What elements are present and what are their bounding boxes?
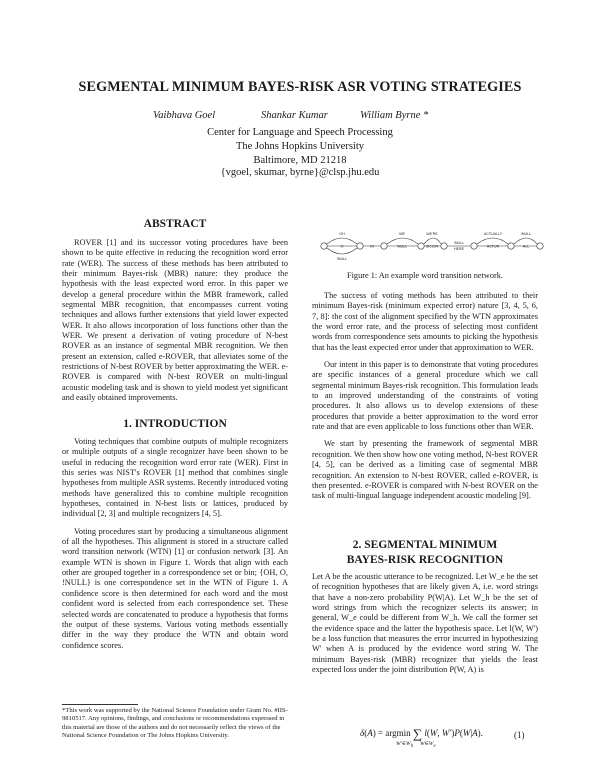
wtn-node bbox=[381, 243, 387, 249]
equation-subscripts: $W'\in W_h$ $W\in W_e$ bbox=[396, 741, 436, 750]
wtn-label: !NULL bbox=[453, 241, 465, 245]
abstract-paragraph: ROVER [1] and its successor voting procedures have been shown to be quite effective in reducing the recognition word error rate (WER). The success of these methods has been attributed to their minimum Bayes-risk (MBR) nature: they produce the hypothesis with the least expected word error. In this paper we develop a general procedure within the MBR framework, called segmental MBR recognition, that encompasses current voting techniques and allows further extensions that yield lower expected WER. It also allows incorporation of loss functions other than the WER. We present a derivation of voting procedure of N-best ROVER as an instance of segmental MBR recognition. We then present an extension, called e-ROVER, that alleviates some of the restrictions of N-best ROVER by better approximating the WER. e-ROVER is compared with N-best ROVER on multi-lingual acoustic modeling task and is shown to yield modest yet significant and easily obtained improvements. bbox=[62, 238, 288, 403]
wtn-label: !NULL bbox=[336, 257, 348, 261]
wtn-label: ALL bbox=[522, 244, 530, 249]
abstract-text bbox=[62, 238, 288, 404]
figure-caption: Figure 1: An example word transition network. bbox=[347, 271, 503, 280]
paper-title: SEGMENTAL MINIMUM BAYES-RISK ASR VOTING STRATEGIES bbox=[78, 79, 522, 95]
wtn-figure bbox=[318, 222, 546, 268]
section-2-paragraph: Let A be the acoustic utterance to be recognized. Let W_e be the set of recognition hypotheses that are likely given A, i.e. word strings that have a non-zero probability P(W|A). Let W_h be the set of word strings from which the recognizer selects its answer; in general, W_e could be different from W_h. We call the former set the evidence space and the latter the hypothesis space. Let l(W, W') be a loss function that measures the error incurred in hypothesizing W' when A is produced by the evidence word string W. The minimum Bayes-risk (MBR) recognizer that yields the least expected loss under the joint distribution P(W, A) is bbox=[312, 572, 538, 675]
wtn-label: HERE bbox=[454, 247, 464, 251]
section-2-heading-line-1: 2. SEGMENTAL MINIMUM bbox=[352, 539, 498, 551]
intro-paragraph-2: Voting procedures start by producing a simultaneous alignment of all the hypotheses. This alignment is stored in a structure called word transition network (WTN) [1] or confusion network [3]. An example WTN is shown in Figure 1. Words that align with each other are grouped together in a correspondence set or bin; {OH, O, !NULL} is one correspondence set in the WTN of Figure 1. A confidence score is then determined for each word and the most confident word is selected from each correspondence set. These selected words are concatenated to produce a hypothesis that forms the output of these systems. Various voting methods essentially differ in the way they produce the WTN and obtain word confidence scores. bbox=[62, 526, 288, 650]
wtn-label: SICCIN bbox=[425, 244, 439, 249]
equation-1: δ(A) = argmin ∑ l(W, W′)P(W|A). bbox=[360, 726, 483, 741]
footnote-rule bbox=[62, 704, 138, 705]
author-goel: Vaibhava Goel bbox=[153, 110, 216, 121]
affiliation-3: Baltimore, MD 21218 bbox=[253, 155, 347, 166]
affiliation-2: The Johns Hopkins University bbox=[235, 141, 365, 152]
wtn-node bbox=[321, 243, 327, 249]
section-2-heading bbox=[312, 538, 538, 568]
wtn-label: WE'RE bbox=[426, 232, 438, 236]
wtn-label: WE bbox=[399, 232, 405, 236]
wtn-node bbox=[537, 243, 543, 249]
wtn-label: ACTUR bbox=[486, 244, 500, 249]
section-1-text bbox=[62, 437, 288, 651]
author-byrne: William Byrne * bbox=[360, 110, 429, 121]
abstract-heading: ABSTRACT bbox=[143, 218, 207, 230]
equation-number: (1) bbox=[514, 730, 525, 740]
right-paragraph-1: The success of voting methods has been attributed to their minimum Bayes-risk (minimum expected error) nature [3, 4, 5, 6, 7, 8]: the cost of the alignment specified by the WTN approximates the word error rate, and the process of selecting most confident words from correspondence sets amounts to picking the hypothesis that has the least expected error under that approximation to WER. bbox=[312, 291, 538, 352]
intro-paragraph-1: Voting techniques that combine outputs of multiple recognizers or multiple outputs of a single recognizer have been shown to be useful in reducing the recognition word error rate (WER). First in this series was NIST's ROVER [1] method that combines single hypotheses from multiple ASR systems. Recently introduced voting methods have generalized this to combine multiple recognition hypotheses, contained in N-best lists or lattices, produced by individual [2, 3] and multiple recognizers [4, 5]. bbox=[62, 437, 288, 519]
affiliation-email: {vgoel, skumar, byrne}@clsp.jhu.edu bbox=[220, 167, 380, 178]
author-kumar: Shankar Kumar bbox=[261, 110, 328, 121]
wtn-label: O bbox=[340, 244, 344, 249]
right-paragraph-3: We start by presenting the framework of segmental MBR recognition. We then show how one voting method, N-best ROVER [4, 5], can be derived as a limiting case of segmental MBR recognition. An extension to N-best ROVER, called e-ROVER, is then presented. e-ROVER is compared with N-best ROVER on the task of multi-lingual language independent acoustic modeling [9]. bbox=[312, 439, 538, 501]
wtn-label: !NULL bbox=[396, 244, 408, 249]
wtn-label: !NULL bbox=[520, 232, 532, 236]
wtn-node bbox=[441, 243, 447, 249]
footnote: *This work was supported by the National Science Foundation under Grant No. #IIS-9810517. Any opinions, findings, and conclusions or recommendations expressed in this material are those of the authors and do not necessarily reflect the views of the National Science Foundation or The Johns Hopkins University. bbox=[62, 707, 288, 740]
section-2-text bbox=[312, 572, 538, 675]
wtn-node bbox=[357, 243, 363, 249]
right-paragraph-2: Our intent in this paper is to demonstrate that voting procedures are specific instances of a general procedure which we call segmental minimum Bayes-risk recognition. This formulation leads to an improved understanding of the constraints of voting procedures. It also allows us to develop extensions of these procedures that provide a better approximation to the word error rate and that are even applicable to loss functions other than WER. bbox=[312, 360, 538, 432]
affiliation-1: Center for Language and Speech Processing bbox=[207, 127, 393, 138]
section-1-heading: 1. INTRODUCTION bbox=[123, 418, 227, 430]
wtn-label: OH bbox=[339, 232, 345, 236]
wtn-node bbox=[508, 243, 514, 249]
wtn-node bbox=[471, 243, 477, 249]
right-column-text bbox=[312, 291, 538, 502]
wtn-node bbox=[418, 243, 424, 249]
section-2-heading-line-2: BAYES-RISK RECOGNITION bbox=[346, 554, 504, 566]
wtn-label: IN bbox=[370, 244, 374, 249]
wtn-label: ACTUALLY bbox=[483, 232, 503, 236]
